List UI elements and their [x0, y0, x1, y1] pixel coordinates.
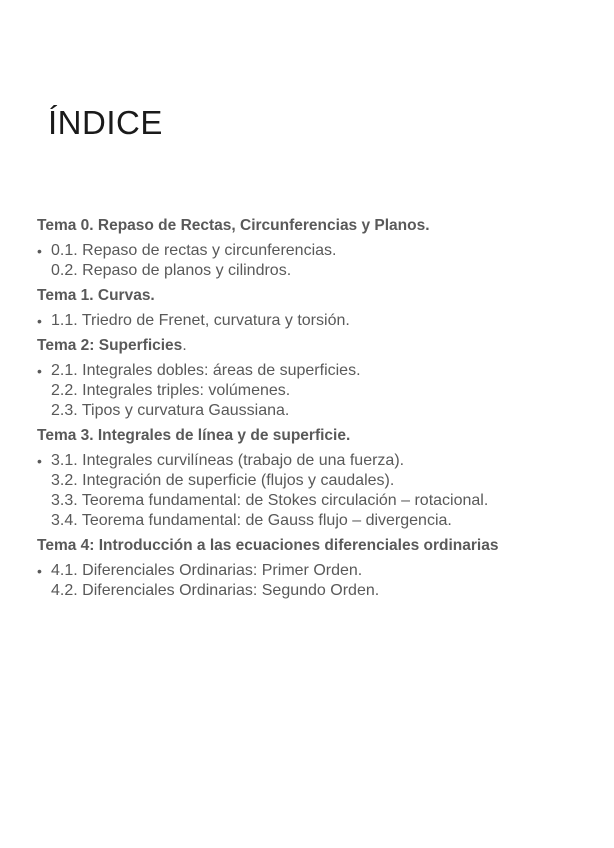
section-heading-tema-2: Tema 2: Superficies.	[37, 337, 187, 354]
list-item: 0.2. Repaso de planos y cilindros.	[51, 262, 292, 279]
bullet-icon: •	[37, 243, 42, 259]
section-heading-tema-1: Tema 1. Curvas.	[37, 287, 155, 304]
list-item: 2.2. Integrales triples: volúmenes.	[51, 382, 291, 399]
bullet-icon: •	[37, 363, 42, 379]
list-item: 4.2. Diferenciales Ordinarias: Segundo Orden.	[51, 582, 380, 599]
table-of-contents	[37, 215, 607, 603]
list-item: 3.4. Teorema fundamental: de Gauss flujo – divergencia.	[51, 512, 452, 529]
section-heading-tema-4: Tema 4: Introducción a las ecuaciones diferenciales ordinarias	[37, 537, 499, 554]
section-heading-tema-0: Tema 0. Repaso de Rectas, Circunferencias y Planos.	[37, 217, 430, 234]
section-items-tema-4	[37, 561, 607, 601]
list-item: • 0.1. Repaso de rectas y circunferencias.	[37, 242, 337, 259]
bullet-icon: •	[37, 453, 42, 469]
list-item: 3.2. Integración de superficie (flujos y caudales).	[51, 472, 395, 489]
bullet-icon: •	[37, 313, 42, 329]
list-item: • 3.1. Integrales curvilíneas (trabajo de una fuerza).	[37, 452, 405, 469]
page-title: ÍNDICE	[48, 104, 163, 141]
list-item: 2.3. Tipos y curvatura Gaussiana.	[51, 402, 290, 419]
list-item: • 4.1. Diferenciales Ordinarias: Primer Orden.	[37, 562, 363, 579]
section-items-tema-0	[37, 241, 607, 281]
list-item: 3.3. Teorema fundamental: de Stokes circulación – rotacional.	[51, 492, 489, 509]
section-items-tema-2	[37, 361, 607, 421]
list-item: • 1.1. Triedro de Frenet, curvatura y torsión.	[37, 312, 350, 329]
section-items-tema-3	[37, 451, 607, 531]
list-item: • 2.1. Integrales dobles: áreas de superficies.	[37, 362, 361, 379]
section-heading-tema-3: Tema 3. Integrales de línea y de superficie.	[37, 427, 351, 444]
section-items-tema-1	[37, 311, 607, 331]
bullet-icon: •	[37, 563, 42, 579]
